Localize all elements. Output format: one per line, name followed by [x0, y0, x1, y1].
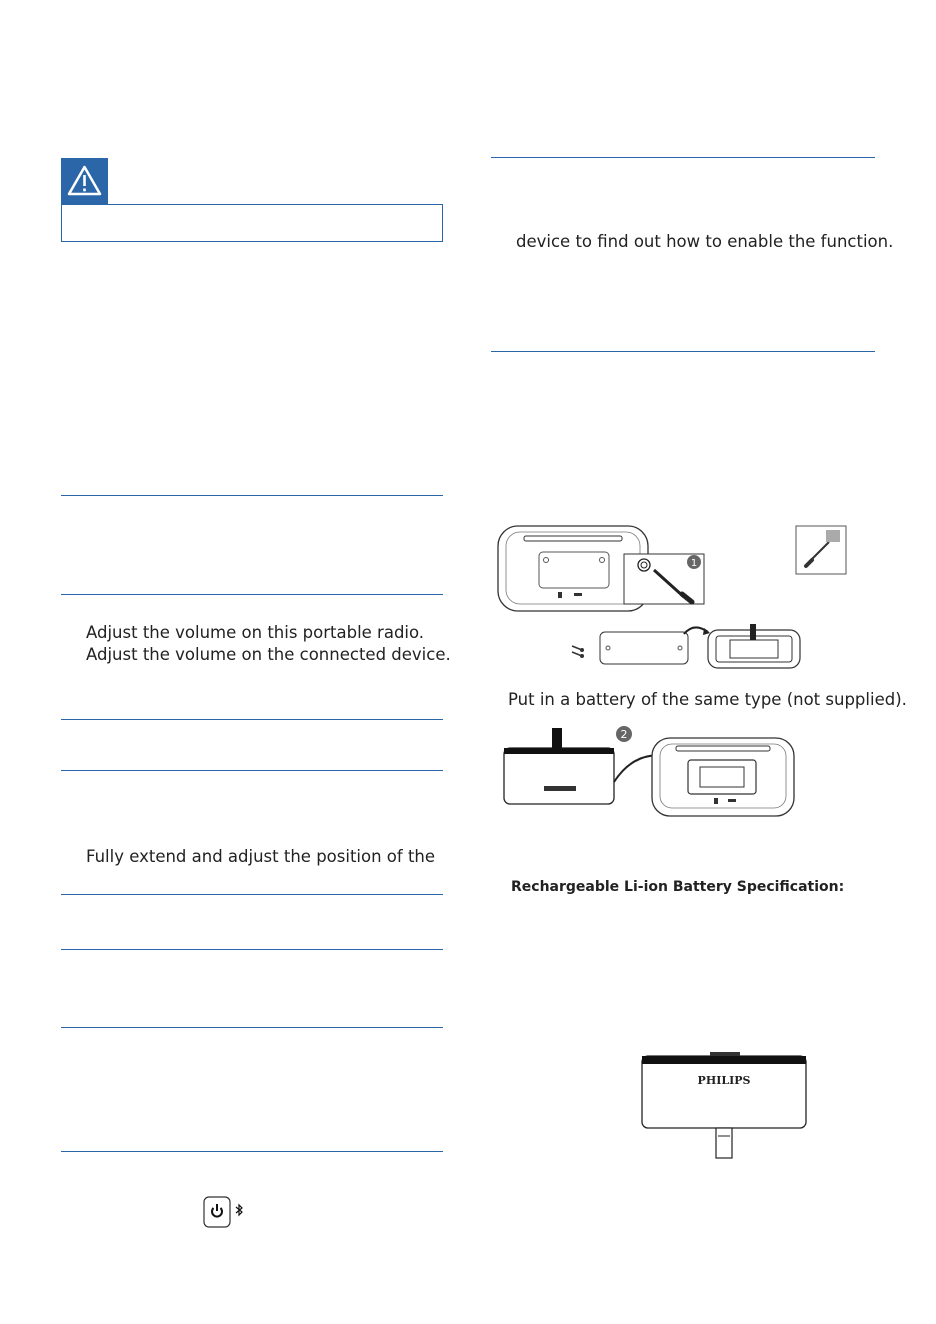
warning-triangle-icon	[61, 158, 108, 205]
volume-instruction-radio: Adjust the volume on this portable radio.	[86, 623, 425, 642]
section-divider	[61, 495, 443, 496]
volume-instruction-device: Adjust the volume on the connected device.	[86, 645, 451, 664]
section-divider	[491, 157, 875, 158]
section-divider	[61, 894, 443, 895]
callout-number-2: 2	[620, 728, 628, 741]
battery-pack-illustration	[640, 1050, 810, 1162]
section-divider	[61, 719, 443, 720]
section-divider	[61, 1151, 443, 1152]
power-button-icon	[203, 1196, 251, 1228]
section-divider	[491, 351, 875, 352]
section-divider	[61, 949, 443, 950]
caution-box	[61, 204, 443, 242]
antenna-instruction: Fully extend and adjust the position of the	[86, 847, 436, 866]
caution-header	[61, 158, 108, 205]
section-divider	[61, 1027, 443, 1028]
battery-brand-label: PHILIPS	[697, 1074, 751, 1087]
bluetooth-tip: device to find out how to enable the function.	[516, 232, 894, 251]
section-divider	[61, 594, 443, 595]
bluetooth-icon	[236, 1205, 242, 1215]
battery-insert-illustration	[500, 722, 810, 822]
battery-spec-title: Rechargeable Li-ion Battery Specification:	[511, 879, 845, 895]
callout-number-1: 1	[690, 558, 698, 569]
battery-install-step: Put in a battery of the same type (not supplied).	[508, 690, 907, 709]
section-divider	[61, 770, 443, 771]
battery-cover-removal-illustration	[494, 522, 854, 672]
